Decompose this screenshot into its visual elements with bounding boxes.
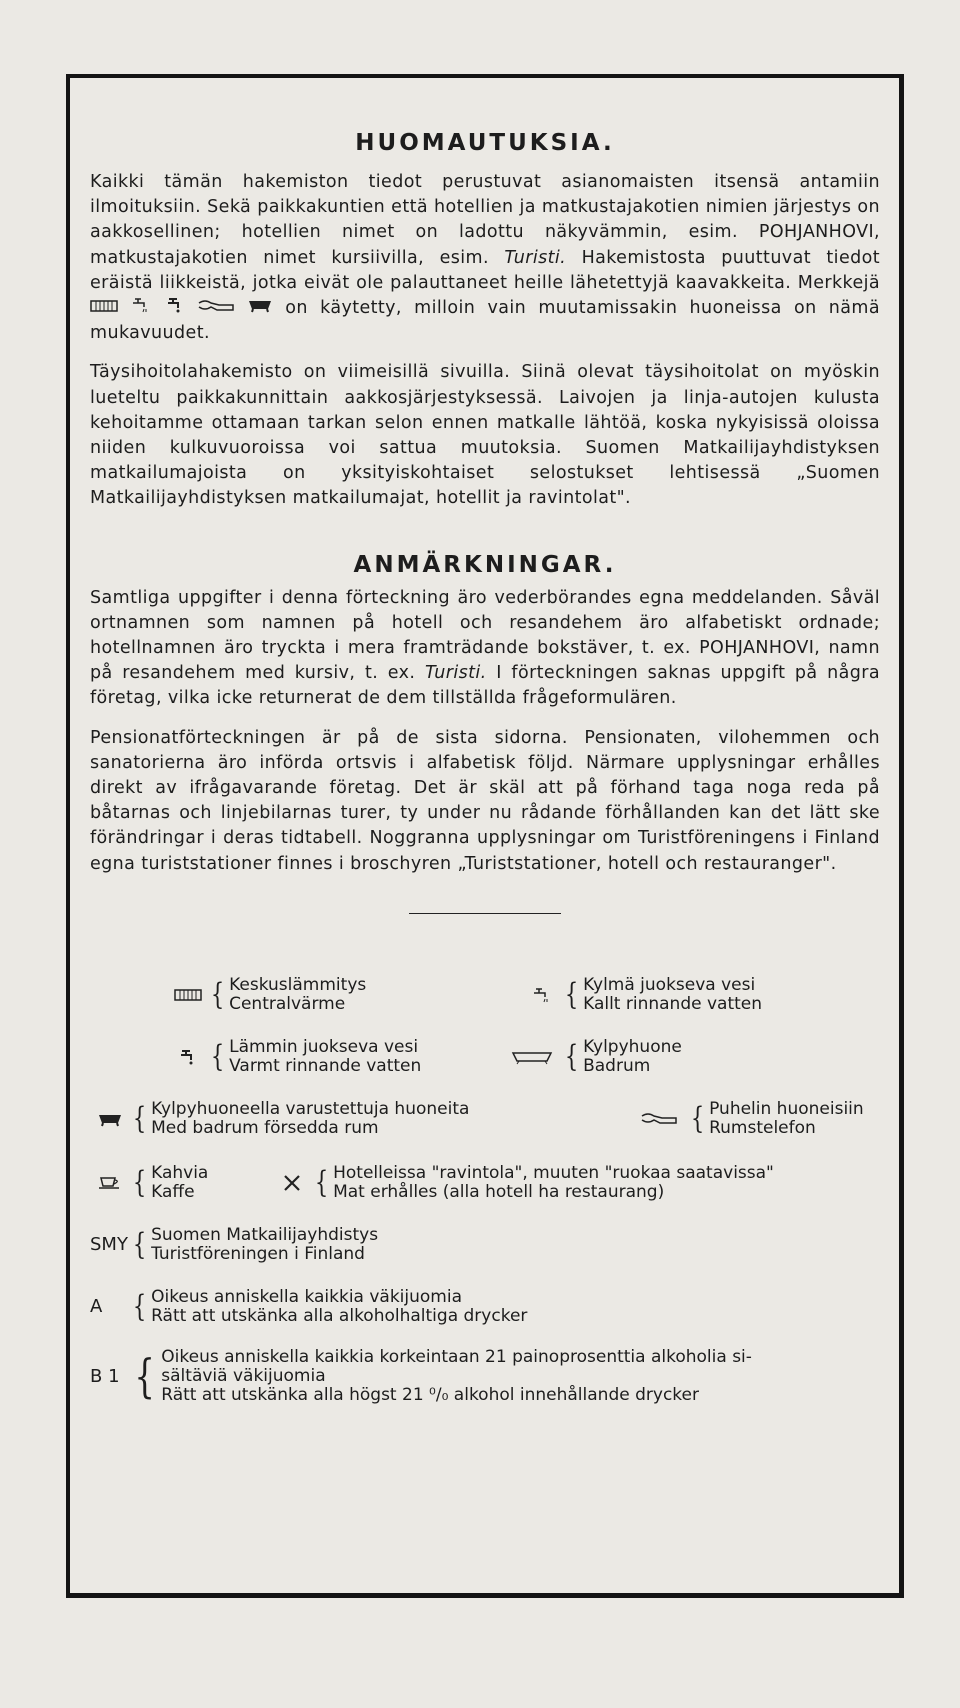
coffee-cup-icon [98,1175,122,1191]
bathtub-small-icon [247,297,273,313]
page-content [90,130,880,1554]
radiator-icon [174,988,202,1002]
finnish-title: HUOMAUTUKSIA. [355,130,615,156]
legend-room-phone: { Puhelin huoneisiin Rumstelefon [630,1100,864,1138]
legend-license-a: A { Oikeus anniskella kaikkia väkijuomia Rätt att utskänka alla alkoholhaltiga drycker [90,1286,528,1326]
page-frame [66,74,904,1598]
swedish-title: ANMÄRKNINGAR. [353,551,617,578]
cold-tap-icon [531,987,553,1003]
warm-tap-icon [178,1049,198,1065]
telephone-icon [640,1112,678,1126]
legend-heating: { Keskuslämmitys Centralvärme [168,976,366,1014]
legend-cold-water: { Kylmä juokseva vesi Kallt rinnande vatten [522,976,762,1014]
bathtub-icon [511,1049,553,1065]
inline-symbols [90,298,285,318]
radiator-icon [90,299,118,313]
telephone-icon [197,299,235,313]
legend-restaurant: { Hotelleissa "ravintola", muuten "ruokaa saatavissa" Mat erhålles (alla hotell ha restaurang) [272,1164,774,1202]
swedish-paragraph-2: Pensionatförteckningen är på de sista sidorna. Pensionaten, vilohemmen och sanatorierna äro införda ortsvis i alfabetisk följd. Närmare upplysningar erhålles direkt av ifrågavarande företag. Det är skäl att på förhand taga noga reda på båtarnas och linjebilarnas turer, ty under nu rådande förhållanden kan det lätt ske förändringar i deras tidtabell. Noggranna upplysningar om Turistföreningens i Finland egna turiststationer finnes i broschyren „Turiststationer, hotell och restauranger". [90,727,880,874]
symbol-legend [90,914,880,1554]
swedish-paragraph-1: Samtliga uppgifter i denna förteckning äro vederbörandes egna meddelanden. Såväl ortnamnen som namnen på hotell och resandehem äro alfabetiskt ordnade; hotellnamnen äro tryckta i mera framträdande bokstäver, t. ex. POHJANHOVI, namn på resandehem med kursiv, t. ex. Turisti. I förteckningen saknas uppgift på några företag, vilka icke returnerat de dem tillställda frågeformulären. [90,587,880,709]
warm-tap-icon [165,297,185,313]
bathtub-small-icon [97,1111,123,1127]
legend-smy: SMY { Suomen Matkailijayhdistys Turistföreningen i Finland [90,1224,379,1264]
finnish-paragraph-1: Kaikki tämän hakemiston tiedot perustuvat asianomaisten itsensä antamiin ilmoituksiin. Sekä paikkakuntien että hotellien ja matkustajakotien nimien järjestys on aakkosellinen; hotellien nimet on ladottu näkyvämmin, esim. POHJANHOVI, matkustajakotien nimet kursiivilla, esim. Turisti. Hakemistosta puuttuvat tiedot eräistä liikkeistä, jotka eivät ole palauttaneet heille lähetettyjä kaavakkeita. Merkkejä on käytetty, milloin vain muutamissakin huoneissa on nämä mukavuudet. [90,172,880,344]
cold-tap-icon [130,297,152,313]
legend-coffee: { Kahvia Kaffe [90,1164,208,1202]
legend-bathroom: { Kylpyhuone Badrum [502,1038,682,1076]
legend-rooms-with-bath: { Kylpyhuoneella varustettuja huoneita Med badrum försedda rum [90,1100,469,1138]
crossed-cutlery-icon [282,1174,302,1192]
legend-warm-water: { Lämmin juokseva vesi Varmt rinnande vatten [168,1038,421,1076]
legend-license-b1: B 1 { Oikeus anniskella kaikkia korkeintaan 21 painoprosenttia alkoholia si- sältäviä väkijuomia Rätt att utskänka alla högst 21 ⁰/₀ alkohol innehållande drycker [90,1346,752,1405]
finnish-paragraph-2: Täysihoitolahakemisto on viimeisillä sivuilla. Siinä olevat täysihoitolat on myöskin lueteltu paikkakunnittain aakkosjärjestyksessä. Laivojen ja linja-autojen kulusta kehoitamme ottamaan tarkan selon ennen matkalle lähtöä, koska nykyisissä oloissa niiden kulkuvuoroissa voi sattua muutoksia. Suomen Matkailijayhdistyksen matkailumajoista on yksityiskohtaiset selostukset lehtisessä „Suomen Matkailijayhdistyksen matkailumajat, hotellit ja ravintolat". [90,362,880,509]
